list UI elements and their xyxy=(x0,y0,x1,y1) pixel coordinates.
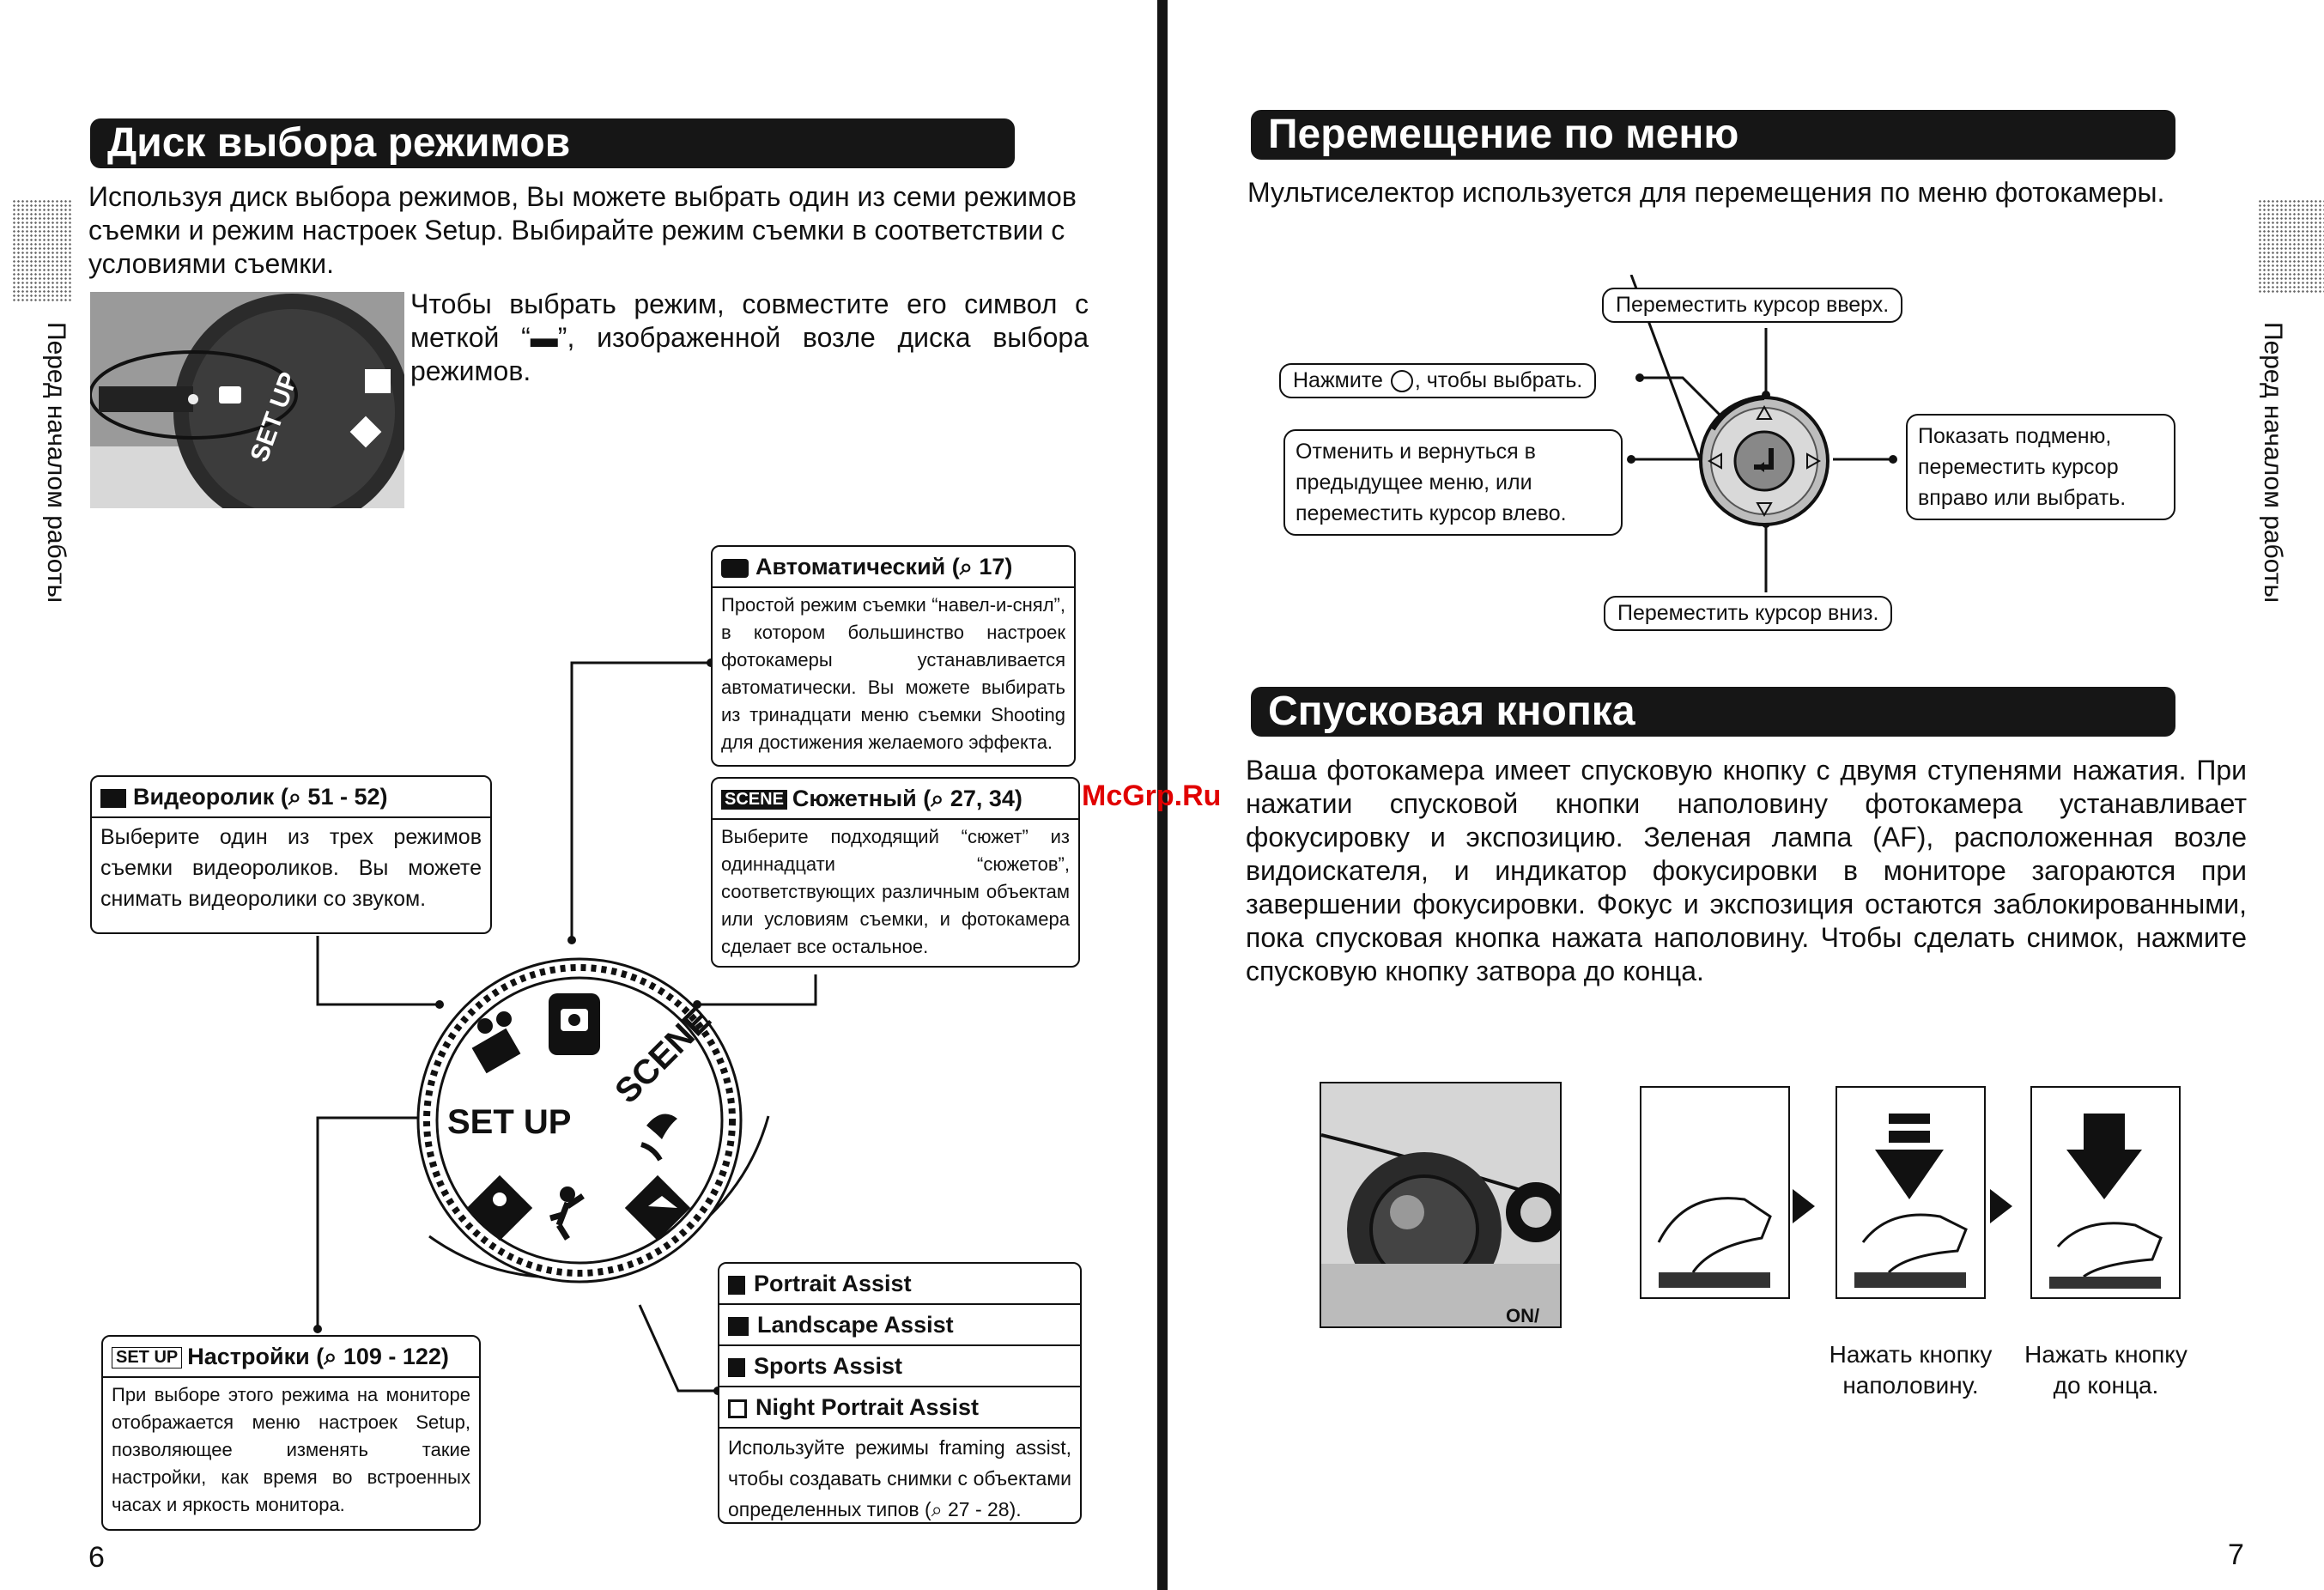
callout-cursor-up: Переместить курсор вверх. xyxy=(1602,288,1902,323)
callout-press-select: Нажмите , чтобы выбрать. xyxy=(1279,363,1596,398)
setup-mode-box xyxy=(101,1335,481,1531)
assist-item-night-portrait: Night Portrait Assist xyxy=(719,1387,1080,1429)
callout-cursor-down: Переместить курсор вниз. xyxy=(1604,596,1892,631)
movie-mode-box xyxy=(90,775,492,934)
auto-mode-text: Простой режим съемки “навел-и-снял”, в котором большинство настроек фотокамеры устанавливается автоматически. Вы можете выбирать из тринадцати меню съемки Shooting для достижения желаемого эффекта. xyxy=(721,594,1065,753)
assist-item-landscape: Landscape Assist xyxy=(719,1305,1080,1346)
side-label-left: Перед началом работы xyxy=(42,322,70,604)
finger-idle-illustration xyxy=(1640,1086,1790,1299)
scene-mode-label: SCENE xyxy=(608,1000,719,1111)
ok-circle-icon xyxy=(1391,370,1413,392)
assist-item-sports: Sports Assist xyxy=(719,1346,1080,1387)
callout-cancel-left: Отменить и вернуться в предыдущее меню, или переместить курсор влево. xyxy=(1283,429,1623,536)
menu-nav-title: Перемещение по меню xyxy=(1251,110,2175,160)
movie-mode-heading: Видеоролик (⌕ 51 - 52) xyxy=(92,777,490,818)
night-portrait-icon xyxy=(728,1399,747,1418)
camera-icon xyxy=(721,559,749,578)
scene-mode-box xyxy=(711,777,1080,968)
watermark: McGrp.Ru xyxy=(1082,780,1222,812)
camera-shutter-photo xyxy=(1320,1082,1562,1328)
movie-mode-text: Выберите один из трех режимов съемки видеороликов. Вы можете снимать видеоролики со звуком. xyxy=(100,825,482,911)
movie-camera-icon xyxy=(100,789,126,808)
caption-half-press: Нажать кнопку наполовину. xyxy=(1829,1341,1993,1399)
mode-dial[interactable] xyxy=(416,957,743,1284)
scene-icon: SCENE xyxy=(721,790,787,810)
shutter-text: Ваша фотокамера имеет спусковую кнопку с двумя ступенями нажатия. При нажатии спусковой кнопки наполовину фотокамера устанавливает фокусировку и экспозицию. Зеленая лампа (AF), расположенная возле видоискателя, и индикатор фокусировки в мониторе загораются при завершении фокусировки. Фокус и экспозиция остаются заблокированными, пока спусковая кнопка нажата наполовину. Чтобы сделать снимок, нажмите спусковую кнопку затвора до конца. xyxy=(1246,755,2247,986)
left-page-title: Диск выбора режимов xyxy=(90,118,1015,168)
callout-submenu-right: Показать подменю, переместить курсор вправо или выбрать. xyxy=(1906,414,2175,520)
landscape-icon xyxy=(728,1317,749,1336)
setup-mode-heading: SET UP Настройки (⌕ 109 - 122) xyxy=(103,1337,479,1378)
shutter-title: Спусковая кнопка xyxy=(1251,687,2175,737)
left-intro: Используя диск выбора режимов, Вы можете выбрать один из семи режимов съемки и режим настроек Setup. Выбирайте режим съемки в соответствии с условиями съемки. xyxy=(88,181,1077,279)
setup-mode-label: SET UP xyxy=(447,1103,572,1141)
page-number-left: 6 xyxy=(88,1541,105,1574)
finger-half-press-illustration xyxy=(1836,1086,1986,1299)
page-number-right: 7 xyxy=(2228,1538,2244,1571)
caption-full-press: Нажать кнопку до конца. xyxy=(2024,1341,2187,1399)
setup-icon: SET UP xyxy=(112,1347,182,1368)
side-label-right: Перед началом работы xyxy=(2259,322,2287,604)
sports-icon xyxy=(728,1358,745,1377)
multi-selector[interactable] xyxy=(1696,395,1833,528)
scene-mode-text: Выберите подходящий “сюжет” из одиннадцати “сюжетов”, соответствующих различным объектам или условиям съемки, и фотокамера сделает все остальное. xyxy=(721,826,1070,957)
menu-nav-intro: Мультиселектор используется для перемещения по меню фотокамеры. xyxy=(1247,177,2165,208)
camera-power-label: ON/ xyxy=(1506,1305,1540,1326)
finger-full-press-illustration xyxy=(2030,1086,2181,1299)
ok-button[interactable] xyxy=(1735,432,1793,490)
arrow-right-icon xyxy=(1793,1189,1815,1223)
auto-mode-heading: Автоматический (⌕ 17) xyxy=(713,547,1074,588)
setup-mode-text: При выборе этого режима на мониторе отображается меню настроек Setup, позволяющее изменять такие настройки, как время во встроенных часах и яркость монитора. xyxy=(112,1384,470,1515)
framing-assist-box xyxy=(718,1262,1082,1524)
auto-mode-box xyxy=(711,545,1076,767)
arrow-right-icon xyxy=(1990,1189,2012,1223)
svg-text:SET UP: SET UP xyxy=(245,368,304,466)
left-instruction: Чтобы выбрать режим, совместите его символ с меткой “▬”, изображенной возле диска выбора режимов. xyxy=(410,288,1089,386)
assist-item-portrait: Portrait Assist xyxy=(719,1264,1080,1305)
framing-assist-text: Используйте режимы framing assist, чтобы создавать снимки с объектами определенных типов (⌕ 27 - 28). xyxy=(728,1436,1071,1520)
scene-mode-heading: SCENE Сюжетный (⌕ 27, 34) xyxy=(713,779,1078,820)
portrait-icon xyxy=(728,1276,745,1295)
